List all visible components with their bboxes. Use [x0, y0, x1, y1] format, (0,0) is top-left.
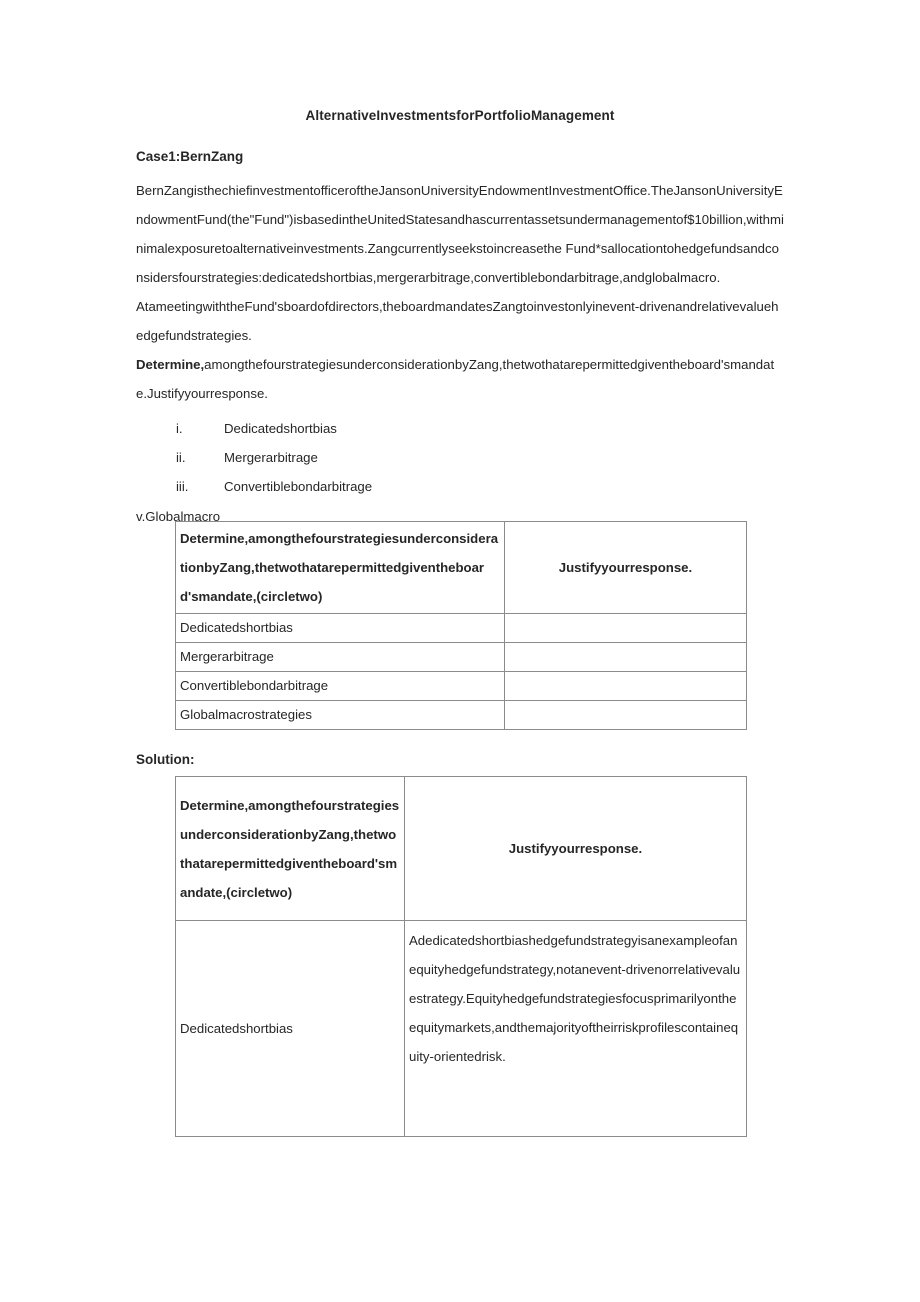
table-cell-strategy: Convertiblebondarbitrage	[176, 672, 505, 701]
list-item-label: Convertiblebondarbitrage	[224, 479, 373, 494]
list-item-label: Mergerarbitrage	[224, 450, 318, 465]
table-cell-strategy: Mergerarbitrage	[176, 643, 505, 672]
table-header-row	[176, 777, 747, 921]
question-table-wrapper	[175, 521, 747, 730]
table-cell-justification: Adedicatedshortbiashedgefundstrategyisanexampleofanequityhedgefundstrategy,notanevent-drivenorrelativevaluestrategy.Equityhedgefundstrategiesfocusprimarilyontheequitymarkets,andthemajorityoftheirriskprofilescontainequity-orientedrisk.	[405, 921, 747, 1137]
table-cell-justification[interactable]	[505, 701, 747, 730]
list-item-global-macro: v.Globalmacro	[136, 509, 221, 524]
paragraph-determine-prompt	[136, 350, 784, 408]
table-header-justification: Justifyyourresponse.	[405, 777, 747, 921]
table-header-row	[176, 522, 747, 614]
case-heading: Case1:BernZang	[136, 149, 244, 164]
list-marker: iii.	[176, 479, 189, 494]
list-item	[136, 414, 784, 443]
table-row	[176, 701, 747, 730]
table-cell-strategy: Dedicatedshortbias	[176, 921, 405, 1137]
table-cell-strategy: Dedicatedshortbias	[176, 614, 505, 643]
solution-heading: Solution:	[136, 752, 195, 767]
table-row	[176, 614, 747, 643]
table-row	[176, 643, 747, 672]
table-row	[176, 921, 747, 1137]
table-cell-justification[interactable]	[505, 643, 747, 672]
solution-table-wrapper	[175, 776, 747, 1137]
table-header-strategy: Determine,amongthefourstrategiesunderconsiderationbyZang,thetwothatarepermittedgiventheboard'smandate,(circletwo)	[176, 522, 505, 614]
list-item-label: Dedicatedshortbias	[224, 421, 337, 436]
determine-label: Determine,	[136, 357, 205, 372]
paragraph-intro: BernZangisthechiefinvestmentofficeroftheJansonUniversityEndowmentInvestmentOffice.TheJansonUniversityEndowmentFund(the"Fund")isbasedintheUnitedStatesandhascurrentassetsundermanagementof$10billion,withminimalexposuretoalternativeinvestments.Zangcurrentlyseekstoincreasethe Fund*sallocationtohedgefundsandconsidersfourstrategies:dedicatedshortbias,mergerarbitrage,convertiblebondarbitrage,andglobalmacro.	[136, 183, 784, 285]
page-title: AlternativeInvestmentsforPortfolioManagement	[305, 108, 615, 123]
document-body	[136, 0, 784, 531]
solution-table	[175, 776, 747, 1137]
list-item	[136, 472, 784, 501]
list-marker: ii.	[176, 450, 186, 465]
list-marker: i.	[176, 421, 183, 436]
table-cell-strategy: Globalmacrostrategies	[176, 701, 505, 730]
list-item	[136, 443, 784, 472]
table-header-justification: Justifyyourresponse.	[505, 522, 747, 614]
table-row	[176, 672, 747, 701]
strategy-roman-list	[136, 408, 784, 501]
table-cell-justification[interactable]	[505, 672, 747, 701]
table-header-strategy: Determine,amongthefourstrategiesunderconsiderationbyZang,thetwothatarepermittedgiventheboard'smandate,(circletwo)	[176, 777, 405, 921]
determine-prompt-text: amongthefourstrategiesunderconsiderationbyZang,thetwothatarepermittedgiventheboard'smandate.Justifyyourresponse.	[136, 357, 775, 401]
table-cell-justification[interactable]	[505, 614, 747, 643]
paragraph-board-mandate: AtameetingwiththeFund'sboardofdirectors,theboardmandatesZangtoinvestonlyinevent-drivenandrelativevaluehedgefundstrategies.	[136, 299, 779, 343]
question-table	[175, 521, 747, 730]
